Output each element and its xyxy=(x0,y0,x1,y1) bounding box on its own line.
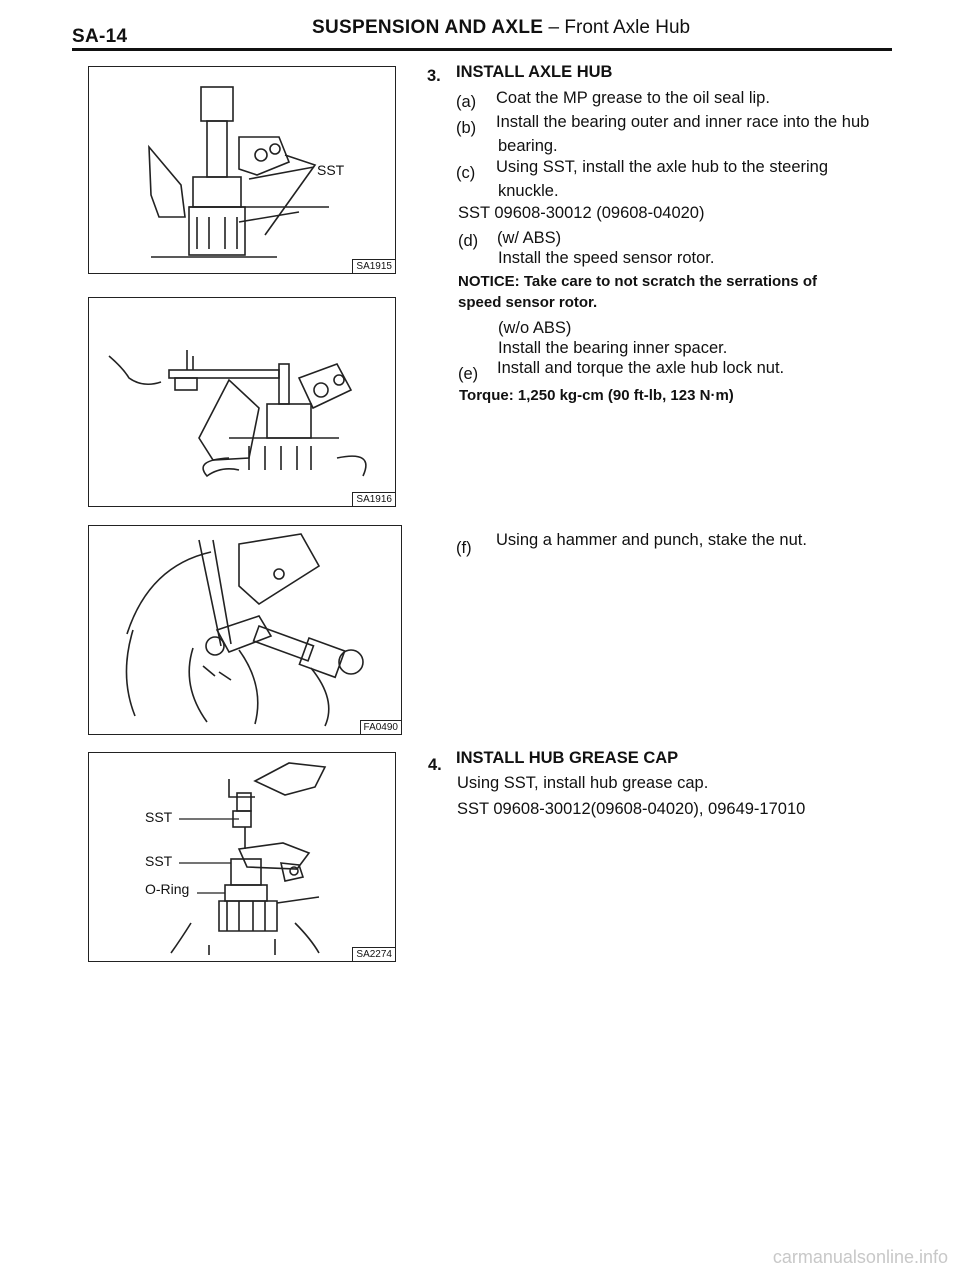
figure-sa1915 xyxy=(88,66,396,274)
section-title: SUSPENSION AND AXLE xyxy=(312,17,544,38)
watermark: carmanualsonline.info xyxy=(772,1247,948,1267)
step-4-number: 4. xyxy=(428,756,442,774)
step-4-sst: SST 09608-30012(09608-04020), 09649-17010 xyxy=(457,800,806,818)
header-title xyxy=(312,17,690,39)
step-3a-text: Coat the MP grease to the oil seal lip. xyxy=(496,89,770,107)
figure-code: SA2274 xyxy=(352,947,395,961)
step-3b-label: (b) xyxy=(456,119,477,137)
step-3d-label: (d) xyxy=(458,232,479,250)
torque-spec: Torque: 1,250 kg-cm (90 ft-lb, 123 N·m) xyxy=(459,387,734,404)
figure-fa0490 xyxy=(88,525,402,735)
step-3b-text-1: Install the bearing outer and inner race into the hub xyxy=(496,113,870,131)
figure-sa2274 xyxy=(88,752,396,962)
figure-code: FA0490 xyxy=(360,720,401,734)
step-4-text: Using SST, install hub grease cap. xyxy=(457,774,709,792)
subsection-title: Front Axle Hub xyxy=(564,17,691,38)
callout-sst: SST xyxy=(317,162,345,178)
step-3-wo-abs-text: Install the bearing inner spacer. xyxy=(498,339,728,357)
figure-fa0490-drawing xyxy=(89,526,401,734)
title-separator: – xyxy=(543,17,565,38)
step-3d-condition: (w/ ABS) xyxy=(497,229,562,247)
figure-sa1916-drawing xyxy=(89,298,395,506)
step-3e-text: Install and torque the axle hub lock nut. xyxy=(497,359,785,377)
figure-code: SA1915 xyxy=(352,259,395,273)
step-3c-text-2: knuckle. xyxy=(498,182,559,200)
callout-sst-lower: SST xyxy=(145,853,173,869)
step-3-title: INSTALL AXLE HUB xyxy=(456,63,613,81)
step-3-wo-abs-condition: (w/o ABS) xyxy=(498,319,572,337)
figure-sa2274-drawing xyxy=(89,753,395,961)
callout-o-ring: O-Ring xyxy=(145,881,190,897)
step-3c-label: (c) xyxy=(456,164,476,182)
step-3e-label: (e) xyxy=(458,365,479,383)
step-3b-text-2: bearing. xyxy=(498,137,558,155)
step-3f-label: (f) xyxy=(456,539,472,557)
header-rule xyxy=(72,48,892,51)
notice-line-2: speed sensor rotor. xyxy=(458,294,598,311)
page-code: SA-14 xyxy=(72,26,128,47)
figure-sa1915-drawing xyxy=(89,67,395,273)
callout-sst-upper: SST xyxy=(145,809,173,825)
step-3-sst: SST 09608-30012 (09608-04020) xyxy=(458,204,705,222)
step-3c-text-1: Using SST, install the axle hub to the steering xyxy=(496,158,829,176)
step-3a-label: (a) xyxy=(456,93,477,111)
step-3f-text: Using a hammer and punch, stake the nut. xyxy=(496,531,807,549)
figure-sa1916 xyxy=(88,297,396,507)
step-3-number: 3. xyxy=(427,67,441,85)
figure-code: SA1916 xyxy=(352,492,395,506)
step-3d-text: Install the speed sensor rotor. xyxy=(498,249,715,267)
notice-line-1: NOTICE: Take care to not scratch the serrations of xyxy=(458,273,817,290)
step-4-title: INSTALL HUB GREASE CAP xyxy=(456,749,679,767)
